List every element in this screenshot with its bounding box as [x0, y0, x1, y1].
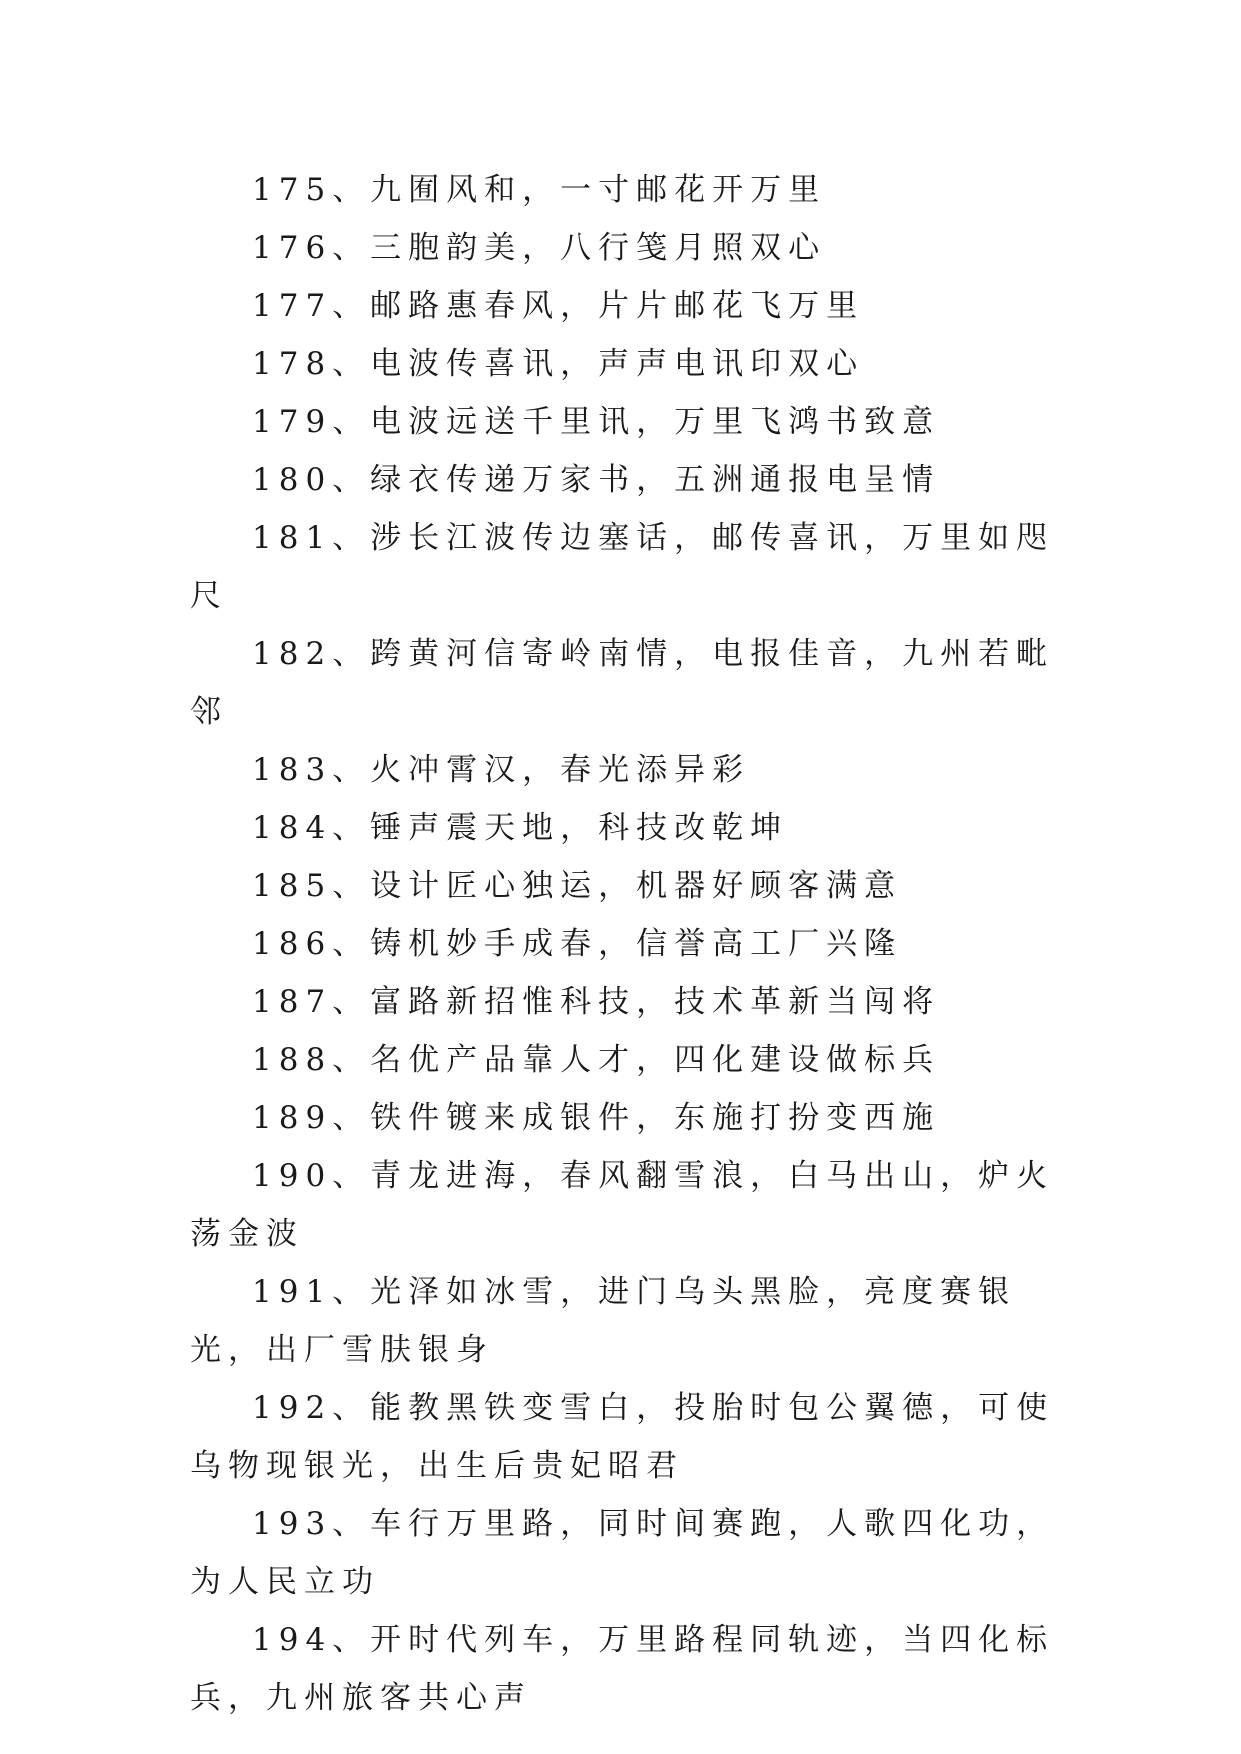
paragraph: 184、锤声震天地，科技改乾坤	[252, 810, 789, 846]
paragraph: 179、电波远送千里讯，万里飞鸿书致意	[252, 404, 941, 440]
paragraph: 183、火冲霄汉，春光添异彩	[252, 752, 751, 788]
document-body	[190, 161, 1056, 1727]
paragraph: 192、能教黑铁变雪白，投胎时包公翼德，可使乌物现银光，出生后贵妃昭君	[190, 1390, 1055, 1484]
paragraph: 185、设计匠心独运，机器好顾客满意	[252, 868, 903, 904]
paragraph: 178、电波传喜讯，声声电讯印双心	[252, 346, 865, 382]
paragraph: 181、涉长江波传边塞话，邮传喜讯，万里如咫尺	[190, 520, 1055, 614]
paragraph: 193、车行万里路，同时间赛跑，人歌四化功，为人民立功	[190, 1506, 1055, 1600]
paragraph: 186、铸机妙手成春，信誉高工厂兴隆	[252, 926, 903, 962]
paragraph: 177、邮路惠春风，片片邮花飞万里	[252, 288, 865, 324]
paragraph: 190、青龙进海，春风翻雪浪，白马出山，炉火荡金波	[190, 1158, 1055, 1252]
paragraph: 175、九囿风和，一寸邮花开万里	[252, 172, 827, 208]
paragraph: 194、开时代列车，万里路程同轨迹，当四化标兵，九州旅客共心声	[190, 1622, 1055, 1716]
paragraph: 187、富路新招惟科技，技术革新当闯将	[252, 984, 941, 1020]
paragraph: 188、名优产品靠人才，四化建设做标兵	[252, 1042, 941, 1078]
paragraph: 191、光泽如冰雪，进门乌头黑脸，亮度赛银光，出厂雪肤银身	[190, 1274, 1017, 1368]
paragraph: 189、铁件镀来成银件，东施打扮变西施	[252, 1100, 941, 1136]
paragraph: 182、跨黄河信寄岭南情，电报佳音，九州若毗邻	[190, 636, 1055, 730]
paragraph: 180、绿衣传递万家书，五洲通报电呈情	[252, 462, 941, 498]
paragraph: 176、三胞韵美，八行笺月照双心	[252, 230, 827, 266]
